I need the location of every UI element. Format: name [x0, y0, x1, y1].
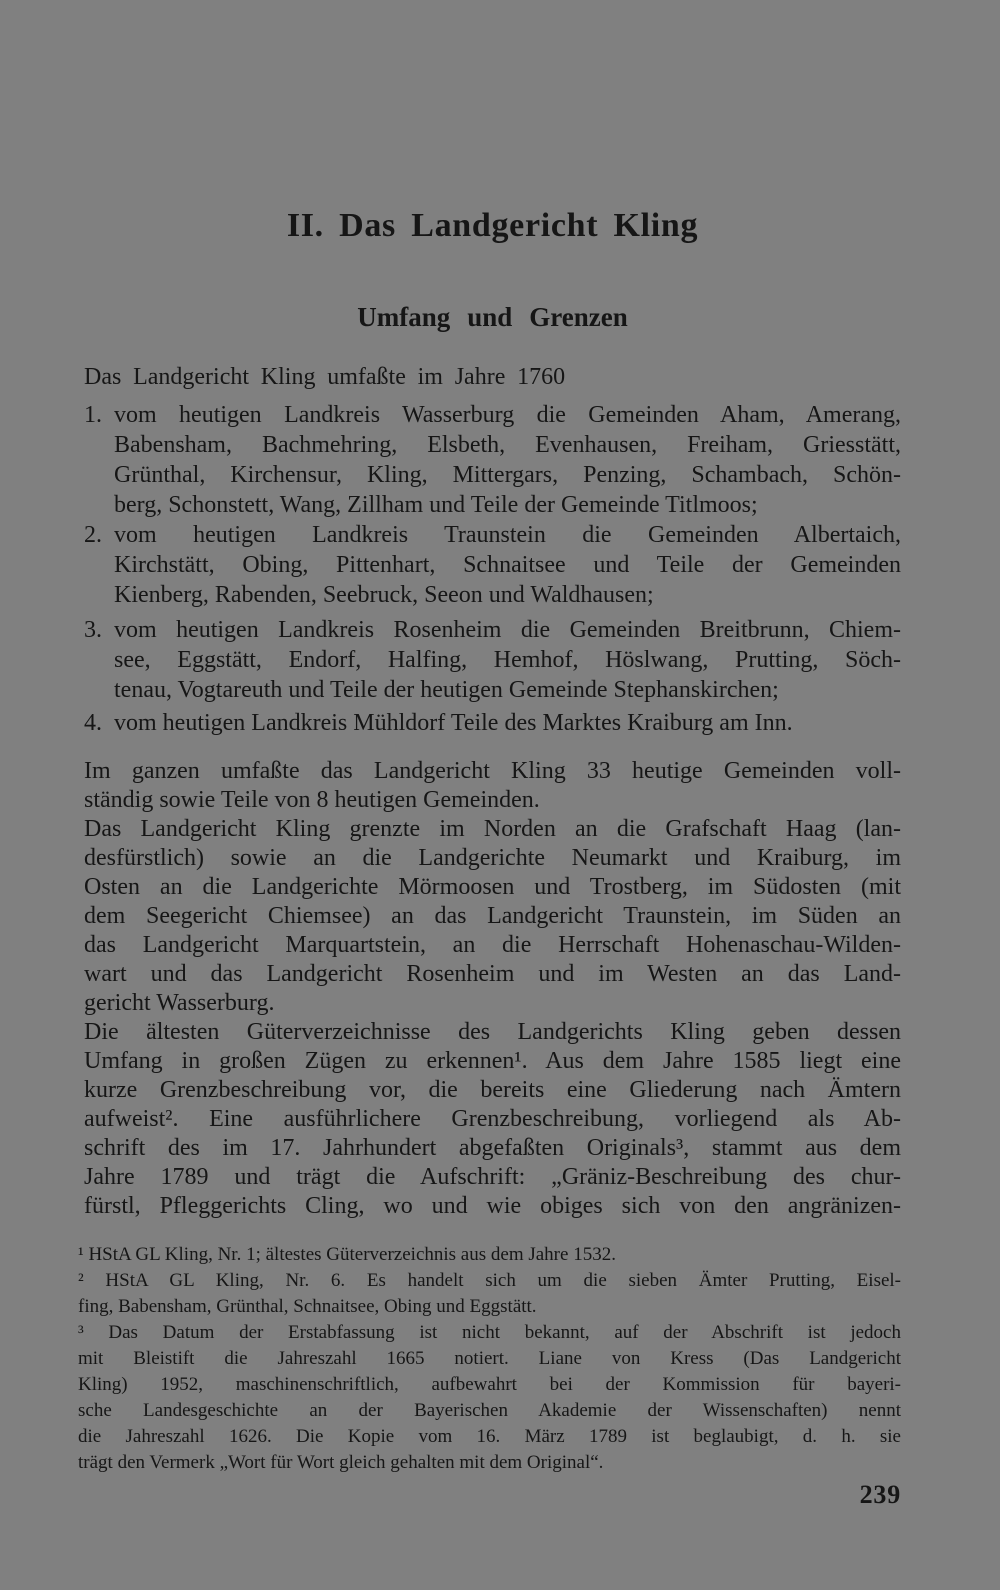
item-number: 4. [84, 710, 102, 736]
item-number: 3. [84, 617, 102, 643]
text-line: see, Eggstätt, Endorf, Halfing, Hemhof, Höslwang, Prutting, Söch- [114, 647, 901, 673]
text-line: dem Seegericht Chiemsee) an das Landgericht Traunstein, im Süden an [84, 903, 901, 929]
text-line: Umfang in großen Zügen zu erkennen¹. Aus dem Jahre 1585 liegt eine [84, 1048, 901, 1074]
text-line: fürstl, Pfleggerichts Cling, wo und wie obiges sich von den angränizen- [84, 1193, 901, 1219]
text-line: ¹ HStA GL Kling, Nr. 1; ältestes Güterverzeichnis aus dem Jahre 1532. [78, 1244, 616, 1265]
text-line: wart und das Landgericht Rosenheim und im Westen an das Land- [84, 961, 901, 987]
text-line: desfürstlich) sowie an die Landgerichte Neumarkt und Kraiburg, im [84, 845, 901, 871]
item-number: 1. [84, 402, 102, 428]
text-line: ² HStA GL Kling, Nr. 6. Es handelt sich um die sieben Ämter Prutting, Eisel- [78, 1270, 901, 1291]
footnote [78, 1242, 901, 1268]
list-item [84, 400, 901, 520]
text-line: kurze Grenzbeschreibung vor, die bereits eine Gliederung nach Ämtern [84, 1077, 901, 1103]
text-line: vom heutigen Landkreis Rosenheim die Gemeinden Breitbrunn, Chiem- [114, 617, 901, 643]
text-line: mit Bleistift die Jahreszahl 1665 notiert. Liane von Kress (Das Landgericht [78, 1348, 901, 1369]
text-line: Grünthal, Kirchensur, Kling, Mittergars, Penzing, Schambach, Schön- [114, 462, 901, 488]
list-item [84, 615, 901, 705]
text-line: Die ältesten Güterverzeichnisse des Landgerichts Kling geben dessen [84, 1019, 901, 1045]
text-line: Babensham, Bachmehring, Elsbeth, Evenhausen, Freiham, Griesstätt, [114, 432, 901, 458]
section-heading: Umfang und Grenzen [357, 302, 628, 332]
list-item [84, 520, 901, 610]
text-line: trägt den Vermerk „Wort für Wort gleich gehalten mit dem Original“. [78, 1452, 604, 1473]
footnote [78, 1320, 901, 1476]
body-paragraphs [84, 757, 901, 1221]
text-line: fing, Babensham, Grünthal, Schnaitsee, Obing und Eggstätt. [78, 1296, 537, 1317]
text-line: ³ Das Datum der Erstabfassung ist nicht bekannt, auf der Abschrift ist jedoch [78, 1322, 901, 1343]
paragraph [84, 1018, 901, 1221]
text-line: Das Landgericht Kling grenzte im Norden an die Grafschaft Haag (lan- [84, 816, 901, 842]
text-line: sche Landesgeschichte an der Bayerischen Akademie der Wissenschaften) nennt [78, 1400, 901, 1421]
text-line: Kienberg, Rabenden, Seebruck, Seeon und Waldhausen; [114, 582, 654, 608]
footnotes [78, 1242, 901, 1476]
text-line: Kirchstätt, Obing, Pittenhart, Schnaitsee und Teile der Gemeinden [114, 552, 901, 578]
text-line: Kling) 1952, maschinenschriftlich, aufbewahrt bei der Kommission für bayeri- [78, 1374, 901, 1395]
text-line: berg, Schonstett, Wang, Zillham und Teile der Gemeinde Titlmoos; [114, 492, 758, 518]
text-line: schrift des im 17. Jahrhundert abgefaßten Originals³, stammt aus dem [84, 1135, 901, 1161]
list-item [84, 708, 901, 738]
text-line: das Landgericht Marquartstein, an die Herrschaft Hohenaschau-Wilden- [84, 932, 901, 958]
text-line: die Jahreszahl 1626. Die Kopie vom 16. März 1789 ist beglaubigt, d. h. sie [78, 1426, 901, 1447]
text-line: Jahre 1789 und trägt die Aufschrift: „Gräniz-Beschreibung des chur- [84, 1164, 901, 1190]
text-line: ständig sowie Teile von 8 heutigen Gemeinden. [84, 787, 540, 813]
text-line: Im ganzen umfaßte das Landgericht Kling 33 heutige Gemeinden voll- [84, 758, 901, 784]
paragraph [84, 815, 901, 1018]
text-line: tenau, Vogtareuth und Teile der heutigen Gemeinde Stephanskirchen; [114, 677, 779, 703]
text-line: aufweist². Eine ausführlichere Grenzbeschreibung, vorliegend als Ab- [84, 1106, 901, 1132]
text-line: Osten an die Landgerichte Mörmoosen und Trostberg, im Südosten (mit [84, 874, 901, 900]
paragraph [84, 757, 901, 815]
chapter-title: II. Das Landgericht Kling [286, 207, 699, 244]
footnote [78, 1268, 901, 1320]
text-line: vom heutigen Landkreis Wasserburg die Gemeinden Aham, Amerang, [114, 402, 901, 428]
page-number: 239 [859, 1480, 901, 1509]
text-line: vom heutigen Landkreis Mühldorf Teile des Marktes Kraiburg am Inn. [114, 710, 793, 736]
item-number: 2. [84, 522, 102, 548]
intro-line: Das Landgericht Kling umfaßte im Jahre 1760 [84, 364, 566, 390]
text-line: vom heutigen Landkreis Traunstein die Gemeinden Albertaich, [114, 522, 901, 548]
text-line: gericht Wasserburg. [84, 990, 275, 1016]
district-list [84, 400, 901, 738]
